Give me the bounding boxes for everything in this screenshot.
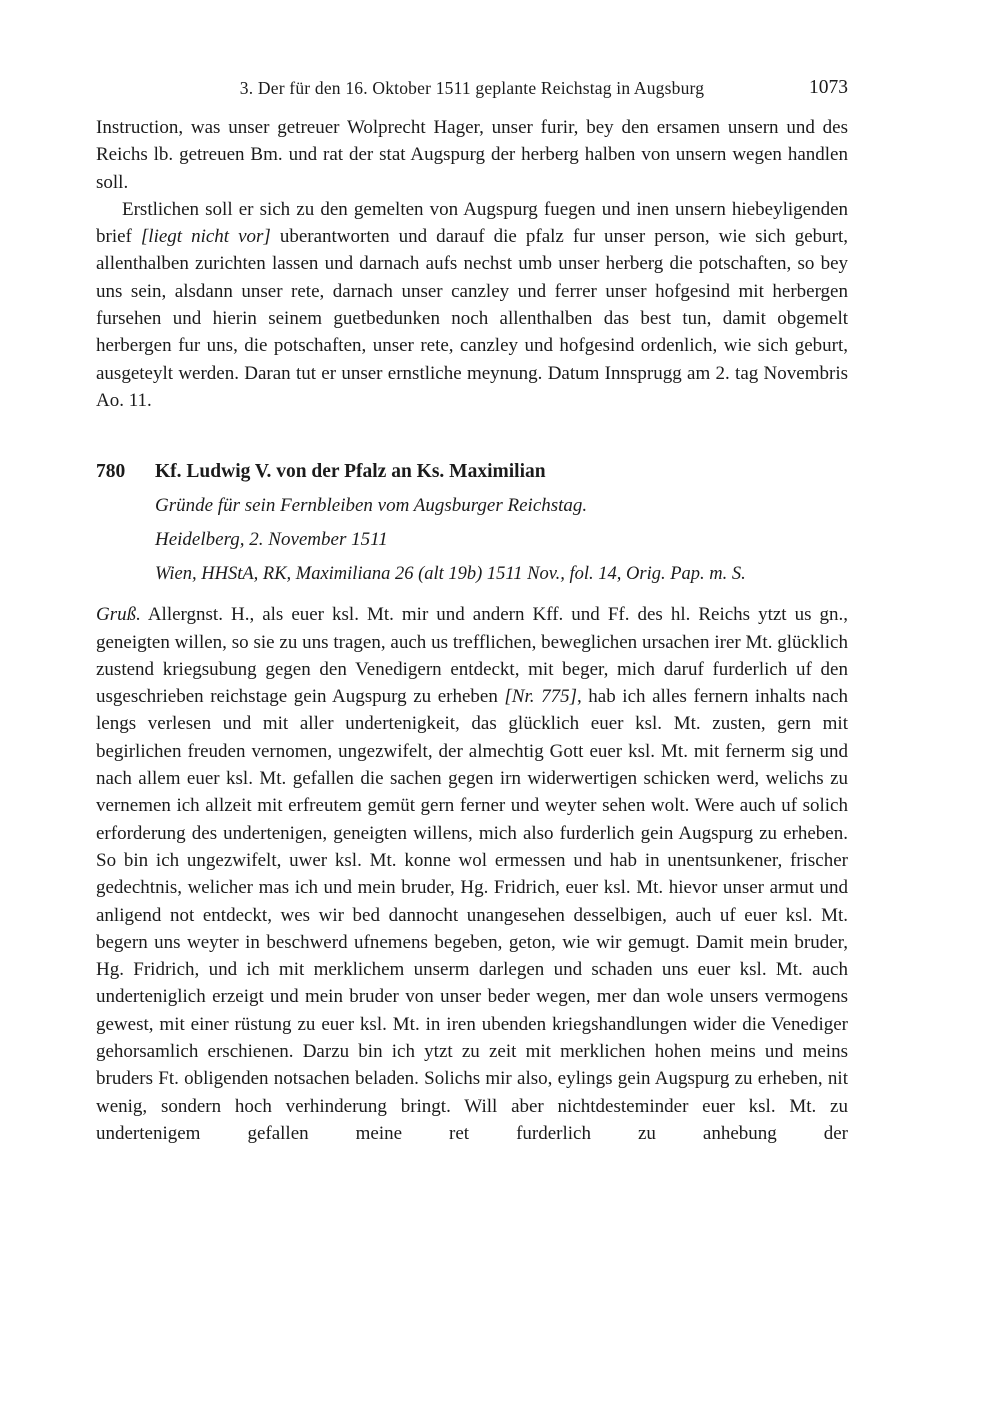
text-segment: Erstlichen soll er sich zu den gemelten von Augspurg fuegen und inen unsern hiebeyligenden brief [96,198,848,248]
document-regest: Gründe für sein Fernbleiben vom Augsburger Reichstag. [155,495,588,517]
text-segment: Instruction, was unser getreuer Wolprecht Hager, unser furir, bey den ersamen unsern und des Reichs lb. getreuen Bm. und rat der stat Augspurg der herberg halben von unsern wegen handlen soll. [96,117,848,193]
page-number: 1073 [809,77,848,98]
salutation: Gruß. [96,604,141,626]
text-segment: Allergnst. H., als euer ksl. Mt. mir und andern Kff. und Ff. des hl. Reichs ytzt us gn., geneigten willen, so sie zu uns tragen, auch us trefflichen, beweglichen ursachen irer Mt. glücklich zustend kriegsubung gegen den Venedigern entdeckt, mit beger, mich daruf furderlich uf den usgeschrieben reichstage gein Augspurg zu erheben [96,604,848,708]
document-title: Kf. Ludwig V. von der Pfalz an Ks. Maximilian [155,461,546,483]
text-segment: , hab ich alles fernern inhalts nach lengs verlesen und mit aller undertenigkeit, das glücklich euer ksl. Mt. zusten, gern mit begirlichen freuden vernomen, ungezwifelt, der almechtig Gott euer ksl. Mt. mit fernerm sig und nach allem euer ksl. Mt. gefallen die sachen gegen irn widerwertigen schicken werd, welichs zu vernemen ich allzeit mit erfreutem gemüt gern ferner und weyter sehen wolt. Were auch uf solich erforderung des undertenigen, geneigten willens, mich also furderlich gein Augspurg zu erheben. So bin ich ungezwifelt, uwer ksl. Mt. konne wol ermessen und hab in unentsunkener, frischer gedechtnis, welicher mas ich und mein bruder, Hg. Fridrich, euer ksl. Mt. hievor unser armut und anligend not entdeckt, wes wir bed dannocht unangesehen desselbigen, auch uf euer ksl. Mt. begern uns weyter in beschwerd ufnemens begeben, geton, wie wir gemugt. Damit mein bruder, Hg. Fridrich, und ich mit merklichem unserm darlegen und schaden uns euer ksl. Mt. auch underteniglich erzeigt und mein bruder von unser beder wegen, mer dan wole unsers vermogens gewest, mit einer rüstung zu euer ksl. Mt. in iren ubenden kriegshandlungen wider die Venediger gehorsamlich erschienen. Darzu bin ich ytzt zu zeit mit merklichen hohen meins und meins bruders Ft. obligenden notsachen beladen. Solichs mir also, eylings gein Augspurg zu erheben, nit wenig, sondern hoch verhinderung bringt. Will aber nichtdesteminder euer ksl. Mt. zu undertenigem gefallen meine ret furderlich zu anhebung der [96,686,849,1144]
document-source: Wien, HHStA, RK, Maximiliana 26 (alt 19b) 1511 Nov., fol. 14, Orig. Pap. m. S. [155,564,746,585]
document-number: 780 [96,461,126,483]
running-title: 3. Der für den 16. Oktober 1511 geplante Reichstag in Augsburg [239,78,705,98]
instruction-paragraph-2 [96,196,848,414]
instruction-paragraph-1 [96,114,848,196]
document-780-heading [96,458,848,485]
document-dateline: Heidelberg, 2. November 1511 [155,529,388,551]
running-header [96,76,848,100]
document-reference: [Nr. 775] [504,686,577,708]
document-780-body [96,601,848,1147]
editorial-note: [liegt nicht vor] [140,226,271,248]
text-segment: uberantworten und darauf die pfalz fur unser person, wie sich geburt, allenthalben zurichten lassen und darnach aufs nechst umb unser herberg die potschaften, so bey uns sein, alsdann unser rete, darnach unser canzley und ferrer unser hofgesind mit herbergen fursehen und hierin seinem guetbedunken noch allenthalben das best tun, damit obgemelt herbergen fur uns, die potschaften, unser rete, canzley und hofgesind ordenlich, wie sich geburt, ausgeteylt werden. Daran tut er unser ernstliche meynung. Datum Innsprugg am 2. tag Novembris Ao. 11. [96,226,848,411]
